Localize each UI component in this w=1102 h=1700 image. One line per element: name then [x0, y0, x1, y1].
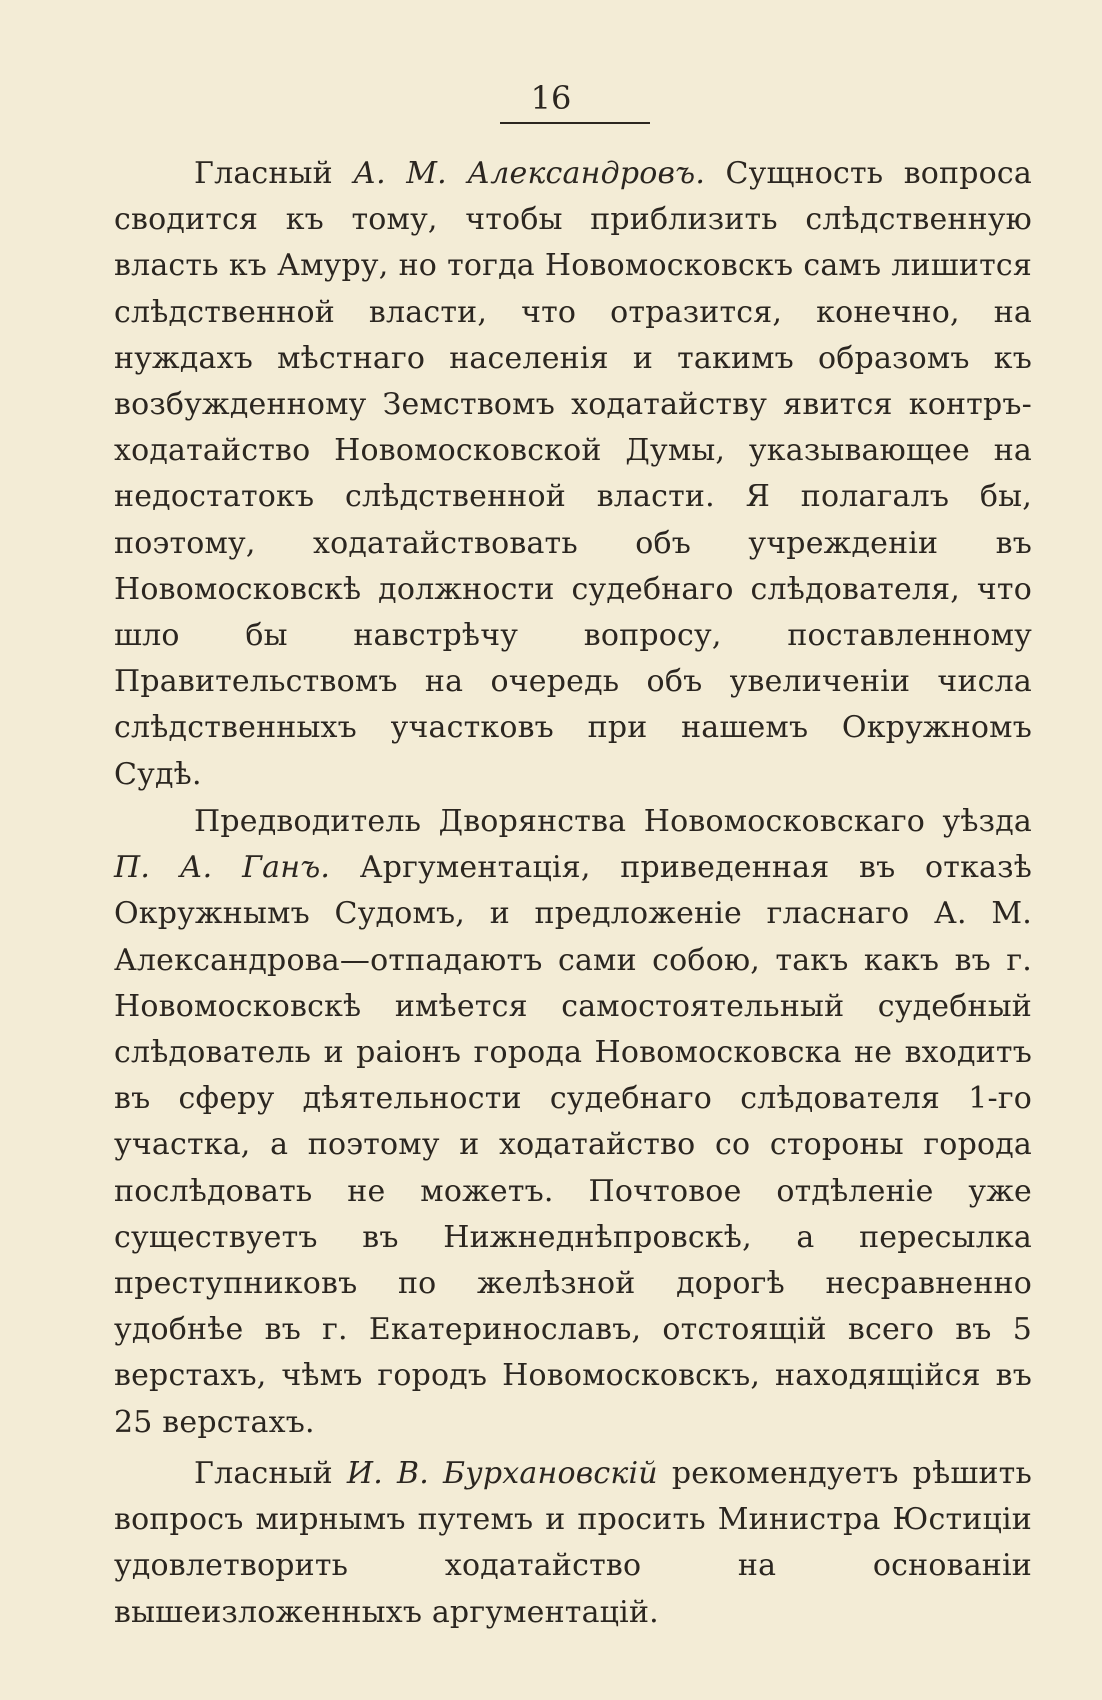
- speaker-name: И. В. Бурхановскій: [346, 1456, 658, 1491]
- speaker-title: Гласный: [194, 1456, 333, 1491]
- paragraph-aleksandrov: [114, 151, 1032, 798]
- speaker-title: Предводитель Дворянства Новомосковскаго уѣзда: [194, 804, 1032, 839]
- paragraph-gan: [114, 799, 1032, 1446]
- paragraph-text: рекомендуетъ рѣшить вопросъ мирнымъ путемъ и просить Министра Юстиціи удовлетворить ходатайство на основаніи вышеизложенныхъ аргументацій.: [114, 1456, 1032, 1630]
- speaker-title: Гласный: [194, 156, 333, 191]
- page-number: 16: [530, 79, 572, 117]
- paragraph-text: Сущность вопроса сводится къ тому, чтобы приблизить слѣдственную власть къ Амуру, но тогда Новомосковскъ самъ лишится слѣдственной власти, что отразится, конечно, на нуждахъ мѣстнаго населенія и такимъ образомъ къ возбужденному Земствомъ ходатайству явится контръ-ходатайство Новомосковской Думы, указывающее на недостатокъ слѣдственной власти. Я полагалъ бы, поэтому, ходатайствовать объ учрежденіи въ Новомосковскѣ должности судебнаго слѣдователя, что шло бы навстрѣчу вопросу, поставленному Правительствомъ на очередь объ увеличеніи числа слѣдственныхъ участковъ при нашемъ Окружномъ Судѣ.: [114, 156, 1032, 792]
- speaker-name: А. М. Александровъ.: [353, 156, 706, 191]
- paragraph-text: Аргументація, приведенная въ отказѣ Окружнымъ Судомъ, и предложеніе гласнаго А. М. Александрова—отпадаютъ сами собою, такъ какъ въ г. Новомосковскѣ имѣется самостоятельный судебный слѣдователь и раіонъ города Новомосковска не входитъ въ сферу дѣятельности судебнаго слѣдователя 1-го участка, а поэтому и ходатайство со стороны города послѣдовать не можетъ. Почтовое отдѣленіе уже существуетъ въ Нижнеднѣпровскѣ, а пересылка преступниковъ по желѣзной дорогѣ несравненно удобнѣе въ г. Екатеринославъ, отстоящій всего въ 5 верстахъ, чѣмъ городъ Новомосковскъ, находящійся въ 25 верстахъ.: [114, 850, 1032, 1440]
- page-number-rule: [500, 122, 650, 124]
- speaker-name: П. А. Ганъ.: [114, 850, 331, 886]
- paragraph-burkhanovsky: [114, 1451, 1032, 1636]
